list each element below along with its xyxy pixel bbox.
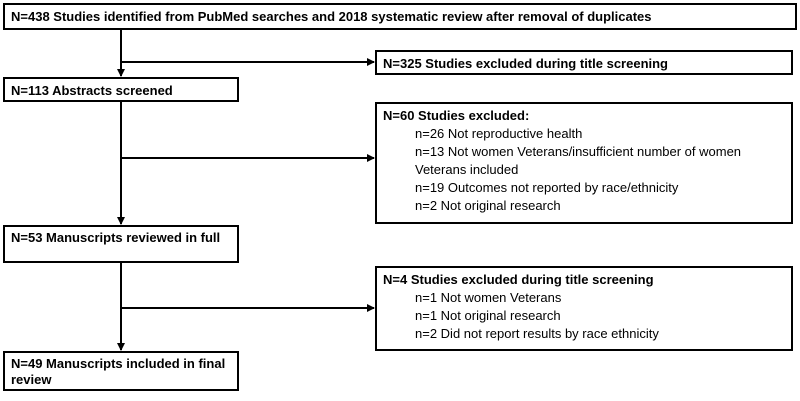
list-item: n=19 Outcomes not reported by race/ethnicity [415,180,679,195]
excluded-full-title: N=4 Studies excluded during title screening [383,272,654,287]
manuscripts-full-box [3,225,239,263]
excluded-full-list [383,289,785,343]
excluded-title-text: N=325 Studies excluded during title screening [383,56,668,71]
list-item: n=13 Not women Veterans/insufficient number of women Veterans included [415,144,742,177]
excluded-abstract-list [383,125,785,215]
excluded-full-box [375,266,793,351]
list-item: n=2 Did not report results by race ethnicity [415,326,659,341]
abstracts-box [3,77,239,102]
excluded-abstract-box [375,102,793,224]
list-item: n=2 Not original research [415,198,561,213]
manuscripts-full-text: N=53 Manuscripts reviewed in full [11,230,221,245]
list-item: n=1 Not women Veterans [415,290,562,305]
abstracts-text: N=113 Abstracts screened [11,83,173,98]
list-item: n=1 Not original research [415,308,561,323]
excluded-abstract-title: N=60 Studies excluded: [383,108,530,123]
identified-box [3,3,797,30]
identified-text: N=438 Studies identified from PubMed searches and 2018 systematic review after removal of duplicates [11,9,652,24]
included-text: N=49 Manuscripts included in final review [11,356,226,387]
excluded-title-box [375,50,793,75]
included-box [3,351,239,391]
list-item: n=26 Not reproductive health [415,126,583,141]
